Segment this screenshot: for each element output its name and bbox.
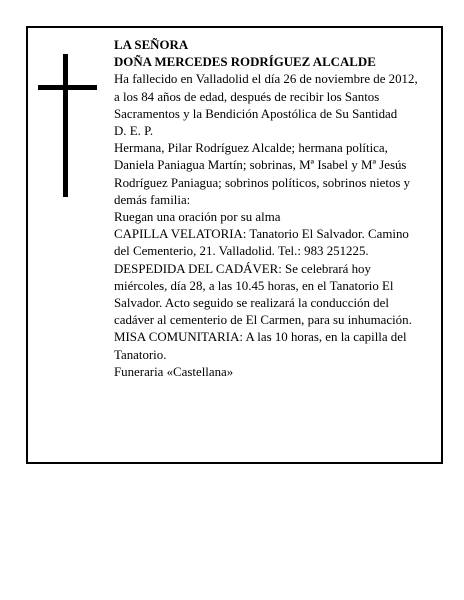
family-members: Hermana, Pilar Rodríguez Alcalde; hermana política, Daniela Paniagua Martín; sobrinas, Mª Isabel y Mª Jesús Rodríguez Paniagua; sobrinos políticos, sobrinos nietos y demás familia: <box>114 141 411 207</box>
death-statement: Ha fallecido en Valladolid el día 26 de noviembre de 2012, a los 84 años de edad, después de recibir los Santos Sacramentos y la Bendición Apostólica de Su Santidad <box>114 72 418 121</box>
cross-vertical-bar <box>63 54 68 197</box>
notice-heading-title: LA SEÑORA <box>114 38 189 52</box>
chapel-info: CAPILLA VELATORIA: Tanatorio El Salvador. Camino del Cementerio, 21. Valladolid. Tel.: 983 251225. <box>114 227 409 259</box>
cross-horizontal-bar <box>38 85 97 90</box>
funeral-home: Funeraria «Castellana» <box>114 364 234 379</box>
obituary-text-block <box>114 37 419 381</box>
deceased-name: DOÑA MERCEDES RODRÍGUEZ ALCALDE <box>114 55 376 70</box>
prayer-request: Ruegan una oración por su alma <box>114 210 281 225</box>
farewell-info: DESPEDIDA DEL CADÁVER: Se celebrará hoy miércoles, día 28, a las 10.45 horas, en el Tanatorio El Salvador. Acto seguido se realizará la conducción del cadáver al cementerio de El Carmen, para su inhumación. MISA COMUNITARIA: A las 10 horas, en la capilla del Tanatorio. <box>114 261 412 362</box>
rip-abbreviation: D. E. P. <box>114 124 154 139</box>
